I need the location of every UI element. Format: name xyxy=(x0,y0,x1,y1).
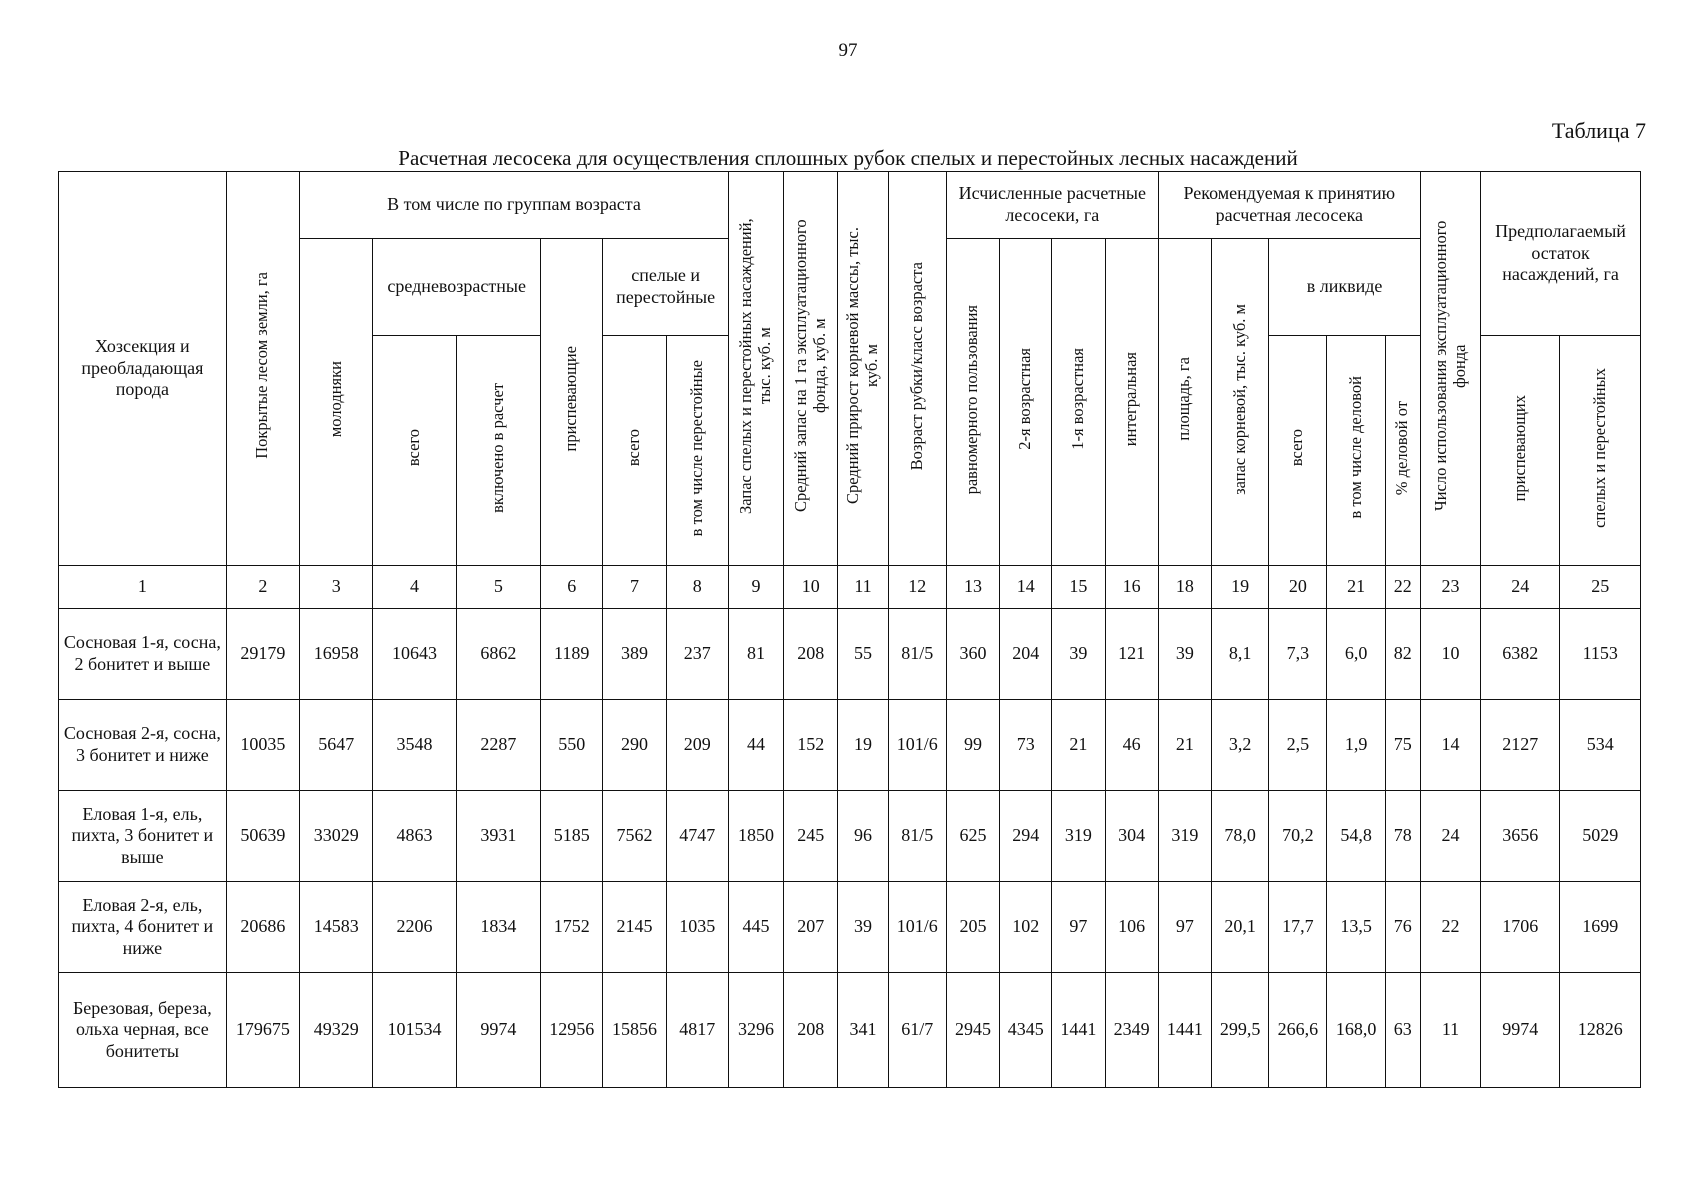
header-mature-stock-text: Запас спелых и перестойных насаждений, тыс. куб. м xyxy=(736,217,775,514)
header-average-growth xyxy=(838,172,888,566)
table-cell: 13,5 xyxy=(1327,882,1385,973)
column-number: 12 xyxy=(888,566,946,609)
table-cell: 76 xyxy=(1385,882,1420,973)
table-cell: 33029 xyxy=(300,791,373,882)
table-row xyxy=(59,700,1641,791)
table-row xyxy=(59,609,1641,700)
table-cell: 97 xyxy=(1052,882,1105,973)
header-age-groups-text: В том числе по группам возраста xyxy=(387,194,641,215)
row-name: Сосновая 1-я, сосна, 2 бонитет и выше xyxy=(59,609,227,700)
header-overmature-text: в том числе перестойные xyxy=(686,359,706,536)
table-cell: 2945 xyxy=(946,973,999,1088)
table-cell: 4345 xyxy=(1000,973,1052,1088)
table-cell: 4863 xyxy=(373,791,456,882)
header-business-percent xyxy=(1385,336,1420,566)
table-body xyxy=(59,172,1641,1088)
table-cell: 1850 xyxy=(728,791,783,882)
table-cell: 152 xyxy=(784,700,838,791)
table-cell: 445 xyxy=(728,882,783,973)
table-cell: 3931 xyxy=(456,791,540,882)
column-number: 3 xyxy=(300,566,373,609)
table-cell: 54,8 xyxy=(1327,791,1385,882)
table-cell: 21 xyxy=(1158,700,1211,791)
table-cell: 55 xyxy=(838,609,888,700)
header-first-age-text: 1-я возрастная xyxy=(1067,348,1087,451)
table-row xyxy=(59,791,1641,882)
table-cell: 1441 xyxy=(1052,973,1105,1088)
table-cell: 205 xyxy=(946,882,999,973)
header-middle-total xyxy=(373,336,456,566)
table-cell: 61/7 xyxy=(888,973,946,1088)
header-liquid-total xyxy=(1269,336,1327,566)
header-area xyxy=(1158,239,1211,566)
table-cell: 10035 xyxy=(226,700,299,791)
header-age-groups xyxy=(300,172,729,239)
table-cell: 39 xyxy=(1158,609,1211,700)
table-cell: 20,1 xyxy=(1212,882,1269,973)
table-cell: 2,5 xyxy=(1269,700,1327,791)
table-cell: 2349 xyxy=(1105,973,1158,1088)
table-label: Таблица 7 xyxy=(1551,118,1646,143)
header-average-stock-text: Средний запас на 1 га эксплуатационного фонда, куб. м xyxy=(790,219,829,513)
table-cell: 1,9 xyxy=(1327,700,1385,791)
table-cell: 39 xyxy=(838,882,888,973)
table-cell: 3296 xyxy=(728,973,783,1088)
table-cell: 50639 xyxy=(226,791,299,882)
column-number: 20 xyxy=(1269,566,1327,609)
header-second-age xyxy=(1000,239,1052,566)
header-maturing xyxy=(541,239,603,566)
column-number: 2 xyxy=(226,566,299,609)
column-number: 5 xyxy=(456,566,540,609)
column-number: 15 xyxy=(1052,566,1105,609)
table-cell: 266,6 xyxy=(1269,973,1327,1088)
column-number: 16 xyxy=(1105,566,1158,609)
column-number: 13 xyxy=(946,566,999,609)
table-cell: 5185 xyxy=(541,791,603,882)
table-row xyxy=(59,882,1641,973)
table-cell: 6382 xyxy=(1481,609,1560,700)
table-cell: 6,0 xyxy=(1327,609,1385,700)
column-number: 7 xyxy=(603,566,666,609)
table-cell: 49329 xyxy=(300,973,373,1088)
header-remaining-text: Предполагаемый остаток насаждений, га xyxy=(1495,221,1626,285)
table-cell: 15856 xyxy=(603,973,666,1088)
column-number: 1 xyxy=(59,566,227,609)
page-number: 97 xyxy=(838,40,858,61)
header-root-stock-text: запас корневой, тыс. куб. м xyxy=(1229,303,1249,495)
header-middle-included xyxy=(456,336,540,566)
table-cell: 17,7 xyxy=(1269,882,1327,973)
table-cell: 7562 xyxy=(603,791,666,882)
table-cell: 10643 xyxy=(373,609,456,700)
header-integral xyxy=(1105,239,1158,566)
column-number: 11 xyxy=(838,566,888,609)
table-cell: 207 xyxy=(784,882,838,973)
header-remaining-mature xyxy=(1560,336,1641,566)
table-cell: 8,1 xyxy=(1212,609,1269,700)
table-cell: 2127 xyxy=(1481,700,1560,791)
header-farm-section-text: Хозсекция и преобладающая порода xyxy=(81,336,204,400)
table-cell: 39 xyxy=(1052,609,1105,700)
table-cell: 209 xyxy=(666,700,728,791)
header-young xyxy=(300,239,373,566)
column-number: 4 xyxy=(373,566,456,609)
column-number: 6 xyxy=(541,566,603,609)
table-cell: 78 xyxy=(1385,791,1420,882)
table-cell: 9974 xyxy=(1481,973,1560,1088)
header-liquid-total-text: всего xyxy=(1287,429,1307,467)
column-number: 21 xyxy=(1327,566,1385,609)
table-cell: 5029 xyxy=(1560,791,1641,882)
column-number: 19 xyxy=(1212,566,1269,609)
table-cell: 1834 xyxy=(456,882,540,973)
table-cell: 319 xyxy=(1052,791,1105,882)
header-first-age xyxy=(1052,239,1105,566)
table-cell: 7,3 xyxy=(1269,609,1327,700)
table-cell: 179675 xyxy=(226,973,299,1088)
table-cell: 2206 xyxy=(373,882,456,973)
table-cell: 360 xyxy=(946,609,999,700)
table-title: Расчетная лесосека для осуществления сплошных рубок спелых и перестойных лесных насаждений xyxy=(398,146,1298,170)
header-middle-included-text: включено в расчет xyxy=(487,382,507,513)
column-number: 23 xyxy=(1420,566,1480,609)
header-recommended-cutting xyxy=(1158,172,1420,239)
table-cell: 237 xyxy=(666,609,728,700)
table-cell: 14 xyxy=(1420,700,1480,791)
header-calculated-cutting-text: Исчисленные расчетные лесосеки, га xyxy=(958,183,1146,225)
header-maturing-text: приспевающие xyxy=(561,346,581,452)
table-cell: 208 xyxy=(784,973,838,1088)
header-cutting-age xyxy=(888,172,946,566)
header-business-wood-text: в том числе деловой xyxy=(1345,376,1365,519)
table-cell: 319 xyxy=(1158,791,1211,882)
table-cell: 44 xyxy=(728,700,783,791)
table-cell: 3656 xyxy=(1481,791,1560,882)
table-cell: 16958 xyxy=(300,609,373,700)
table-cell: 299,5 xyxy=(1212,973,1269,1088)
table-cell: 29179 xyxy=(226,609,299,700)
table-cell: 550 xyxy=(541,700,603,791)
table-cell: 82 xyxy=(1385,609,1420,700)
table-cell: 101/6 xyxy=(888,882,946,973)
table-cell: 1699 xyxy=(1560,882,1641,973)
table-cell: 21 xyxy=(1052,700,1105,791)
table-cell: 1441 xyxy=(1158,973,1211,1088)
table-cell: 101534 xyxy=(373,973,456,1088)
header-business-wood xyxy=(1327,336,1385,566)
table-cell: 168,0 xyxy=(1327,973,1385,1088)
header-middle-total-text: всего xyxy=(404,429,424,467)
table-cell: 22 xyxy=(1420,882,1480,973)
header-mature xyxy=(603,239,729,336)
table-cell: 24 xyxy=(1420,791,1480,882)
header-mature-text: спелые и перестойные xyxy=(616,265,716,307)
table-cell: 304 xyxy=(1105,791,1158,882)
table-cell: 341 xyxy=(838,973,888,1088)
header-uniform-use xyxy=(946,239,999,566)
table-cell: 12826 xyxy=(1560,973,1641,1088)
row-name: Сосновая 2-я, сосна, 3 бонитет и ниже xyxy=(59,700,227,791)
table-cell: 208 xyxy=(784,609,838,700)
header-calculated-cutting xyxy=(946,172,1158,239)
column-number: 14 xyxy=(1000,566,1052,609)
header-mature-total-text: всего xyxy=(623,429,643,467)
table-cell: 389 xyxy=(603,609,666,700)
header-average-growth-text: Средний прирост корневой массы, тыс. куб. м xyxy=(843,227,881,505)
table-cell: 534 xyxy=(1560,700,1641,791)
header-area-text: площадь, га xyxy=(1174,357,1194,441)
table-cell: 97 xyxy=(1158,882,1211,973)
header-mature-stock xyxy=(728,172,783,566)
table-cell: 20686 xyxy=(226,882,299,973)
header-second-age-text: 2-я возрастная xyxy=(1015,348,1035,451)
column-number: 9 xyxy=(728,566,783,609)
table-cell: 1153 xyxy=(1560,609,1641,700)
header-farm-section xyxy=(59,172,227,566)
header-middle-aged xyxy=(373,239,541,336)
table-cell: 101/6 xyxy=(888,700,946,791)
table-cell: 9974 xyxy=(456,973,540,1088)
header-remaining xyxy=(1481,172,1641,336)
row-name: Березовая, береза, ольха черная, все бонитеты xyxy=(59,973,227,1088)
table-cell: 6862 xyxy=(456,609,540,700)
table-cell: 78,0 xyxy=(1212,791,1269,882)
table-cell: 19 xyxy=(838,700,888,791)
header-overmature xyxy=(666,336,728,566)
table-cell: 625 xyxy=(946,791,999,882)
column-number: 22 xyxy=(1385,566,1420,609)
table-cell: 290 xyxy=(603,700,666,791)
table-cell: 12956 xyxy=(541,973,603,1088)
header-average-stock xyxy=(784,172,838,566)
row-name: Еловая 2-я, ель, пихта, 4 бонитет и ниже xyxy=(59,882,227,973)
table-cell: 245 xyxy=(784,791,838,882)
table-cell: 2145 xyxy=(603,882,666,973)
column-number-row xyxy=(59,566,1641,609)
header-use-count xyxy=(1420,172,1480,566)
header-mature-total xyxy=(603,336,666,566)
header-root-stock xyxy=(1212,239,1269,566)
header-liquid-text: в ликвиде xyxy=(1306,276,1383,297)
table-cell: 4817 xyxy=(666,973,728,1088)
table-cell: 4747 xyxy=(666,791,728,882)
column-number: 24 xyxy=(1481,566,1560,609)
row-name: Еловая 1-я, ель, пихта, 3 бонитет и выше xyxy=(59,791,227,882)
column-number: 8 xyxy=(666,566,728,609)
header-remaining-maturing xyxy=(1481,336,1560,566)
header-middle-aged-text: средневозрастные xyxy=(387,276,526,297)
header-integral-text: интегральная xyxy=(1121,352,1141,447)
table-cell: 106 xyxy=(1105,882,1158,973)
table-cell: 14583 xyxy=(300,882,373,973)
table-cell: 70,2 xyxy=(1269,791,1327,882)
table-cell: 204 xyxy=(1000,609,1052,700)
header-liquid xyxy=(1269,239,1421,336)
table-cell: 102 xyxy=(1000,882,1052,973)
header-forest-land-text: Покрытые лесом земли, га xyxy=(252,272,272,460)
table-cell: 1189 xyxy=(541,609,603,700)
table-cell: 10 xyxy=(1420,609,1480,700)
column-number: 10 xyxy=(784,566,838,609)
column-number: 25 xyxy=(1560,566,1641,609)
column-number: 18 xyxy=(1158,566,1211,609)
header-cutting-age-text: Возраст рубки/класс возраста xyxy=(906,261,926,470)
header-business-percent-text: % деловой от xyxy=(1392,400,1412,495)
table-cell: 63 xyxy=(1385,973,1420,1088)
header-remaining-maturing-text: приспевающих xyxy=(1509,394,1529,501)
table-cell: 81/5 xyxy=(888,609,946,700)
table-cell: 75 xyxy=(1385,700,1420,791)
table-cell: 2287 xyxy=(456,700,540,791)
header-forest-land xyxy=(226,172,299,566)
header-young-text: молодняки xyxy=(325,361,345,438)
table-cell: 1752 xyxy=(541,882,603,973)
table-cell: 81/5 xyxy=(888,791,946,882)
table-row xyxy=(59,973,1641,1088)
table-cell: 5647 xyxy=(300,700,373,791)
table-cell: 11 xyxy=(1420,973,1480,1088)
table-cell: 3548 xyxy=(373,700,456,791)
cutting-area-table xyxy=(58,171,1641,1088)
table-cell: 46 xyxy=(1105,700,1158,791)
table-cell: 96 xyxy=(838,791,888,882)
header-remaining-mature-text: спелых и перестойных xyxy=(1589,367,1609,528)
header-use-count-text: Число использования эксплуатационного фонда xyxy=(1430,220,1469,511)
table-cell: 1706 xyxy=(1481,882,1560,973)
table-cell: 99 xyxy=(946,700,999,791)
header-uniform-use-text: равномерного пользования xyxy=(962,304,982,494)
table-cell: 121 xyxy=(1105,609,1158,700)
header-recommended-cutting-text: Рекомендуемая к принятию расчетная лесосека xyxy=(1183,183,1396,225)
table-cell: 1035 xyxy=(666,882,728,973)
table-cell: 294 xyxy=(1000,791,1052,882)
table-cell: 73 xyxy=(1000,700,1052,791)
table-cell: 81 xyxy=(728,609,783,700)
table-cell: 3,2 xyxy=(1212,700,1269,791)
